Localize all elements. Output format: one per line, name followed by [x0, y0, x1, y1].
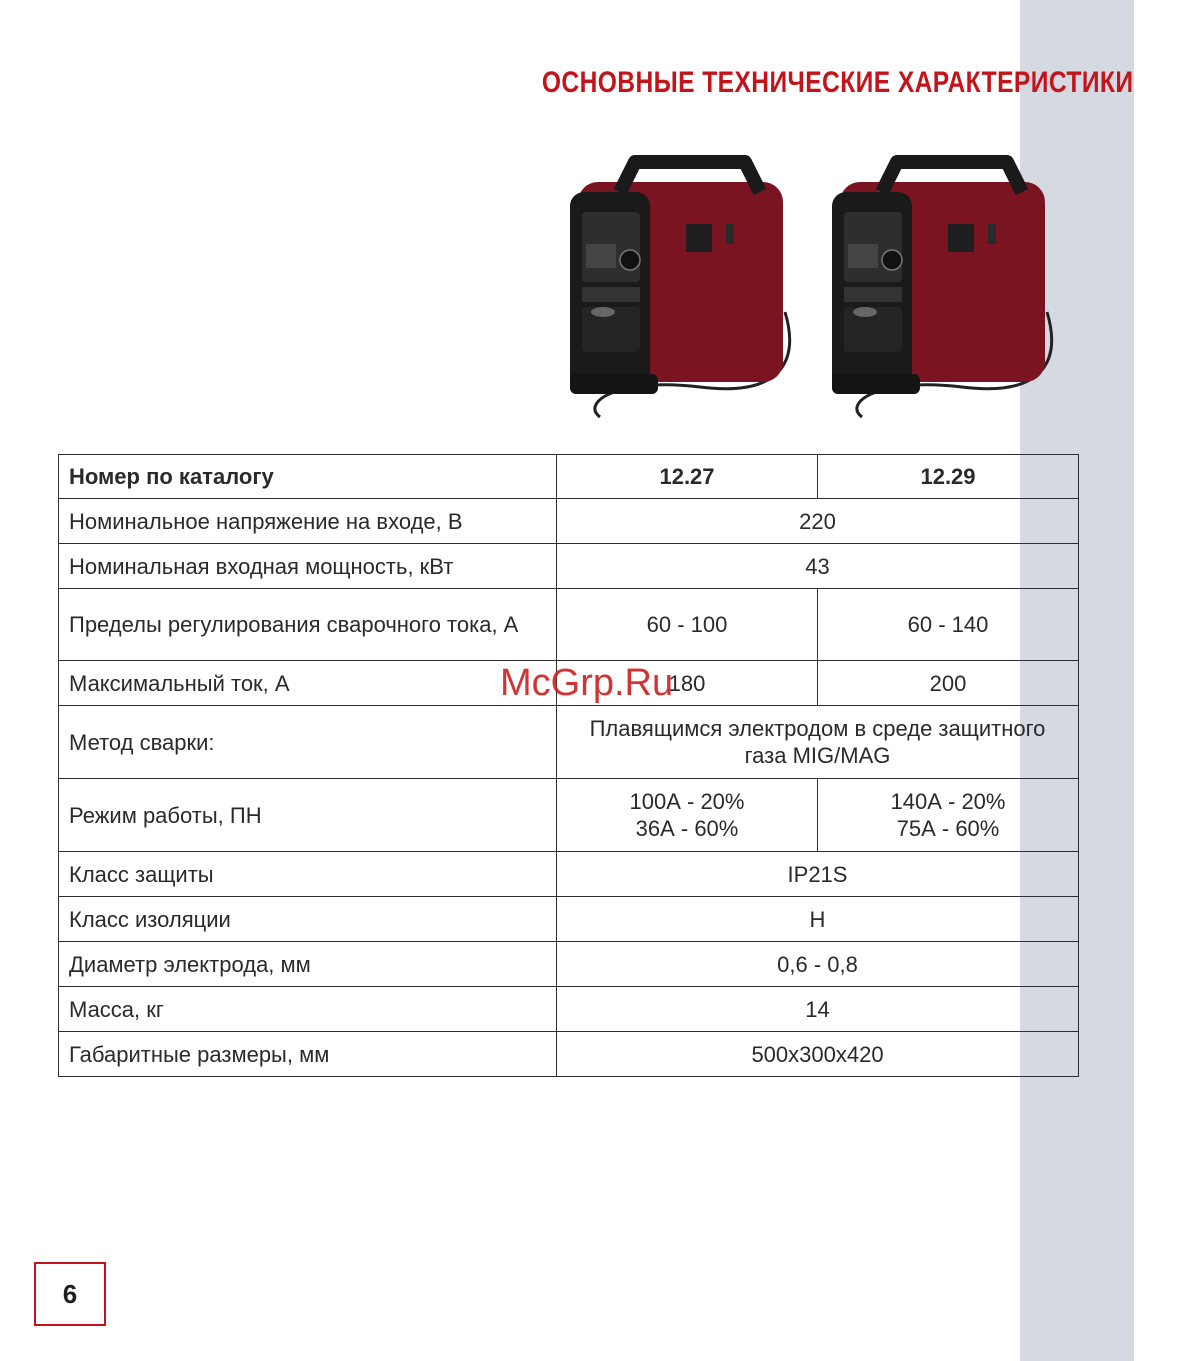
row-value-2: 60 - 140 — [818, 589, 1079, 661]
row-label: Габаритные размеры, мм — [59, 1032, 557, 1077]
row-label: Класс изоляции — [59, 897, 557, 942]
row-value: 14 — [557, 987, 1079, 1032]
page-title: ОСНОВНЫЕ ТЕХНИЧЕСКИЕ ХАРАКТЕРИСТИКИ — [541, 66, 1133, 99]
row-label: Пределы регулирования сварочного тока, А — [59, 589, 557, 661]
row-value: 220 — [557, 499, 1079, 544]
table-row — [59, 706, 1079, 779]
table-row — [59, 1032, 1079, 1077]
row-value: 0,6 - 0,8 — [557, 942, 1079, 987]
table-row — [59, 544, 1079, 589]
header-label: Номер по каталогу — [59, 455, 557, 499]
row-value: H — [557, 897, 1079, 942]
header-model-2: 12.29 — [818, 455, 1079, 499]
specs-table — [58, 454, 1079, 1077]
row-value-1: 60 - 100 — [557, 589, 818, 661]
row-label: Номинальная входная мощность, кВт — [59, 544, 557, 589]
table-row — [59, 499, 1079, 544]
watermark: McGrp.Ru — [500, 662, 674, 704]
table-row — [59, 779, 1079, 852]
table-header-row — [59, 455, 1079, 499]
row-value-2: 200 — [818, 661, 1079, 706]
row-label: Масса, кг — [59, 987, 557, 1032]
row-label: Режим работы, ПН — [59, 779, 557, 852]
row-value: IP21S — [557, 852, 1079, 897]
row-value-2: 140А - 20% 75А - 60% — [818, 779, 1079, 852]
table-row — [59, 897, 1079, 942]
row-value: 43 — [557, 544, 1079, 589]
table-row — [59, 589, 1079, 661]
row-label: Диаметр электрода, мм — [59, 942, 557, 987]
table-row — [59, 987, 1079, 1032]
welding-machine-icon — [822, 152, 1067, 432]
row-value: 500x300x420 — [557, 1032, 1079, 1077]
table-row — [59, 852, 1079, 897]
row-label: Максимальный ток, А — [59, 661, 557, 706]
row-label: Номинальное напряжение на входе, В — [59, 499, 557, 544]
page-number: 6 — [34, 1262, 106, 1326]
row-label: Метод сварки: — [59, 706, 557, 779]
row-value-1: 100А - 20% 36А - 60% — [557, 779, 818, 852]
row-value: Плавящимся электродом в среде защитного газа MIG/MAG — [557, 706, 1079, 779]
table-row — [59, 942, 1079, 987]
header-model-1: 12.27 — [557, 455, 818, 499]
row-label: Класс защиты — [59, 852, 557, 897]
welding-machine-icon — [560, 152, 805, 432]
row-value-1: 180 — [557, 661, 818, 706]
